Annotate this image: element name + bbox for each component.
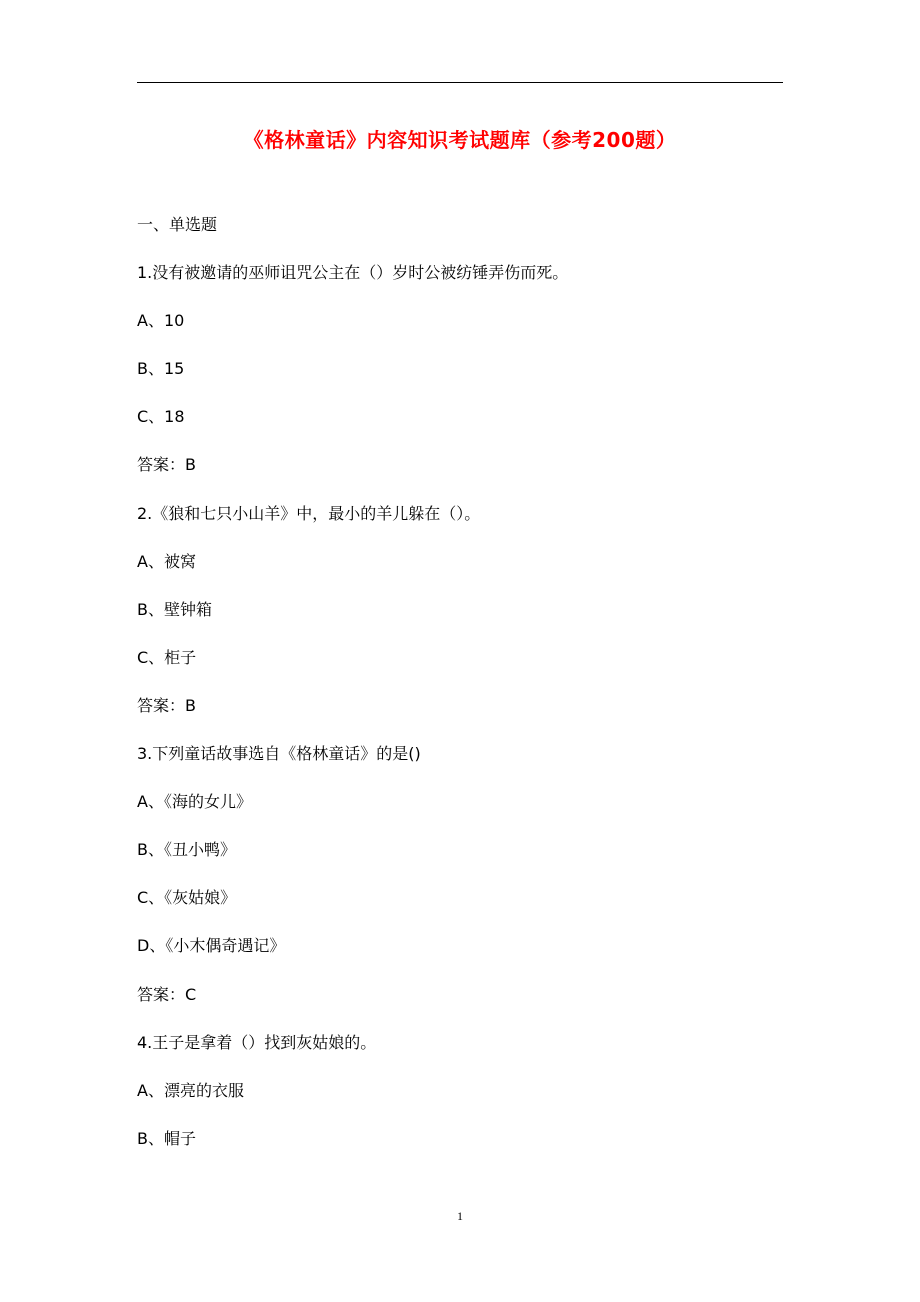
page-number: 1	[457, 1209, 463, 1223]
option-b: B、壁钟箱	[137, 600, 212, 619]
document-title: 《格林童话》内容知识考试题库（参考200题）	[243, 128, 677, 152]
option-c: C、《灰姑娘》	[137, 888, 237, 907]
answer: 答案：B	[137, 455, 196, 474]
option-a: A、被窝	[137, 552, 196, 571]
header-rule	[137, 82, 783, 83]
option-a: A、10	[137, 311, 185, 330]
option-b: B、15	[137, 359, 185, 378]
answer: 答案：B	[137, 696, 196, 715]
option-c: C、柜子	[137, 648, 197, 667]
question-stem: 2.《狼和七只小山羊》中，最小的羊儿躲在（）。	[137, 504, 481, 523]
answer: 答案：C	[137, 985, 197, 1004]
option-c: C、18	[137, 407, 185, 426]
option-a: A、漂亮的衣服	[137, 1081, 244, 1100]
section-heading: 一、单选题	[137, 215, 218, 234]
option-a: A、《海的女儿》	[137, 792, 252, 811]
question-stem: 1.没有被邀请的巫师诅咒公主在（）岁时公被纺锤弄伤而死。	[137, 263, 569, 282]
option-d: D、《小木偶奇遇记》	[137, 936, 286, 955]
question-stem: 3.下列童话故事选自《格林童话》的是()	[137, 744, 421, 763]
option-b: B、《丑小鸭》	[137, 840, 236, 859]
option-b: B、帽子	[137, 1129, 196, 1148]
question-stem: 4.王子是拿着（）找到灰姑娘的。	[137, 1033, 377, 1052]
